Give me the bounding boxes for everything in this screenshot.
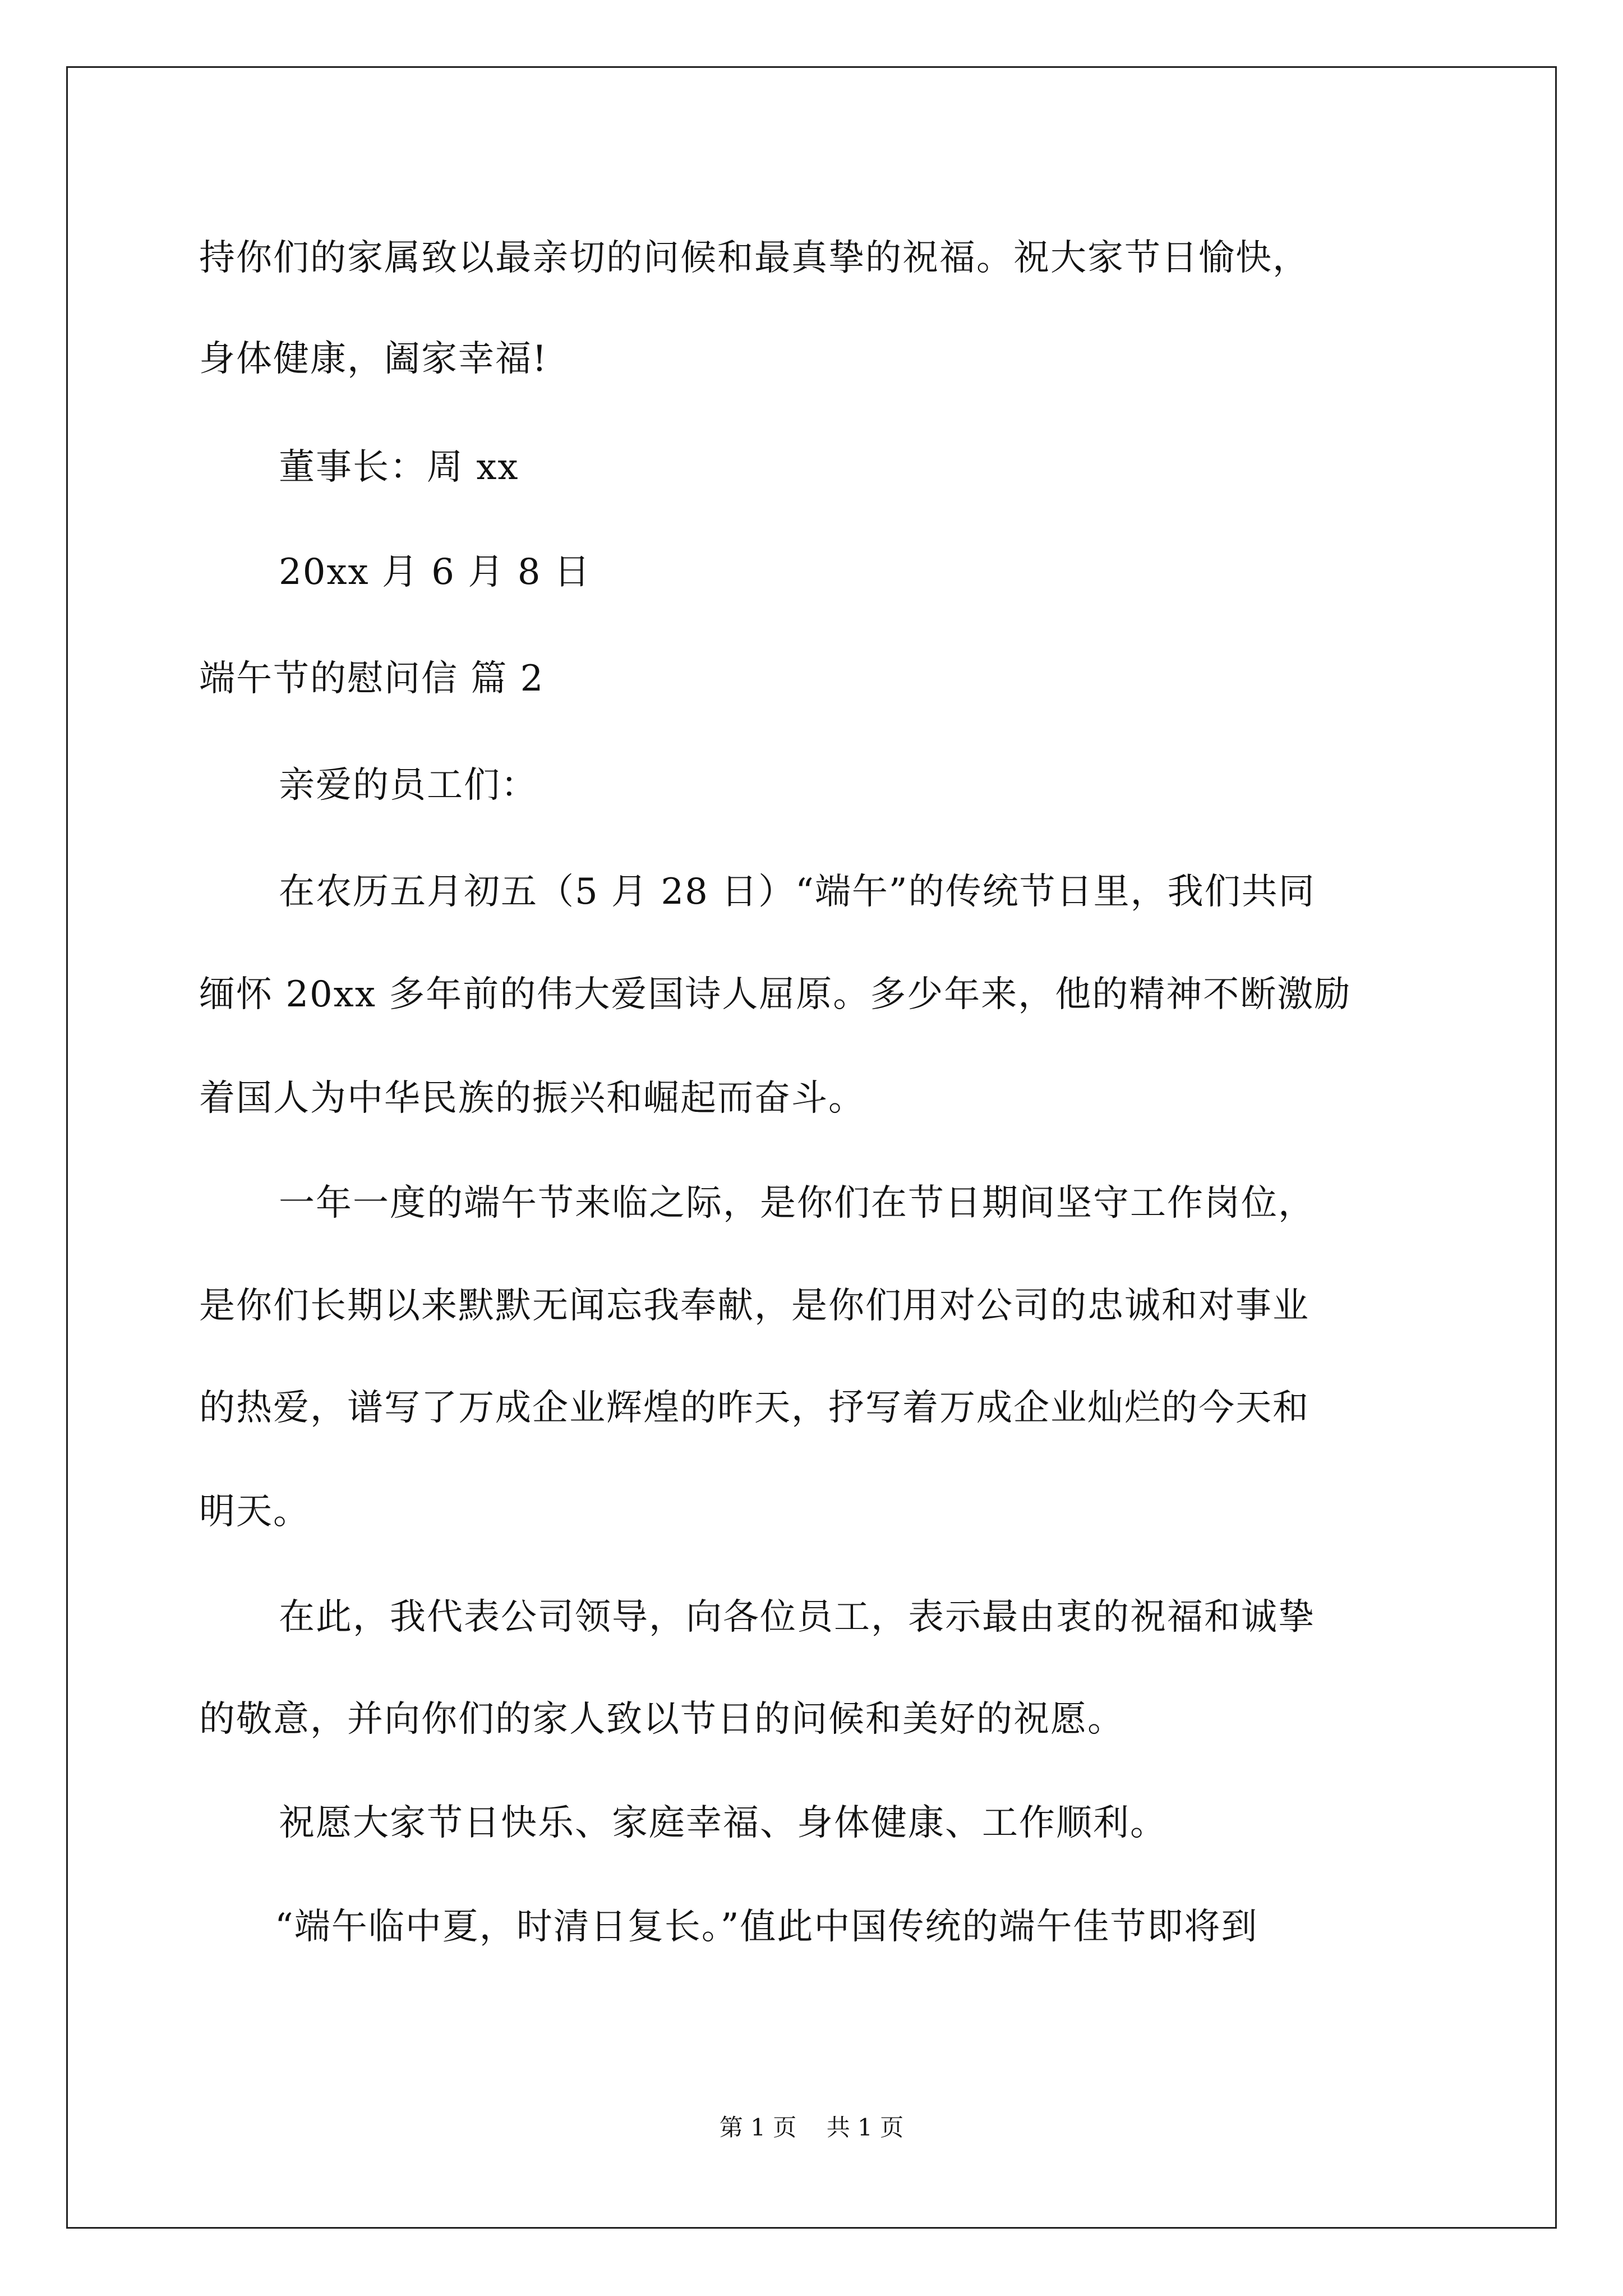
text-line: 持你们的家属致以最亲切的问候和最真挚的祝福。祝大家节日愉快， xyxy=(199,237,1310,279)
salutation: 亲爱的员工们： xyxy=(279,765,538,806)
text-line: 着国人为中华民族的振兴和崛起而奋斗。 xyxy=(199,1078,865,1119)
text-line: 祝愿大家节日快乐、家庭幸福、身体健康、工作顺利。 xyxy=(279,1802,1167,1844)
page-number-footer: 第 1 页 共 1 页 xyxy=(719,2114,904,2141)
signature-line: 董事长：周 xx xyxy=(279,447,519,488)
text-line: 明天。 xyxy=(199,1491,310,1533)
text-line: 身体健康，阖家幸福! xyxy=(199,338,548,380)
text-line: 是你们长期以来默默无闻忘我奉献，是你们用对公司的忠诚和对事业 xyxy=(199,1285,1310,1327)
section-heading: 端午节的慰问信 篇 2 xyxy=(199,658,545,700)
date-line: 20xx 月 6 月 8 日 xyxy=(279,551,591,593)
text-line: 的敬意，并向你们的家人致以节日的问候和美好的祝愿。 xyxy=(199,1699,1124,1740)
text-line: 的热爱，谱写了万成企业辉煌的昨天，抒写着万成企业灿烂的今天和 xyxy=(199,1387,1310,1429)
text-line: 在此，我代表公司领导，向各位员工，表示最由衷的祝福和诚挚 xyxy=(279,1596,1315,1638)
text-line: 一年一度的端午节来临之际，是你们在节日期间坚守工作岗位， xyxy=(279,1182,1315,1224)
text-line: 在农历五月初五（5 月 28 日）“端午”的传统节日里，我们共同 xyxy=(279,871,1316,913)
text-line: 缅怀 20xx 多年前的伟大爱国诗人屈原。多少年来，他的精神不断激励 xyxy=(199,974,1352,1015)
text-line: “端午临中夏，时清日复长。”值此中国传统的端午佳节即将到 xyxy=(275,1906,1258,1948)
